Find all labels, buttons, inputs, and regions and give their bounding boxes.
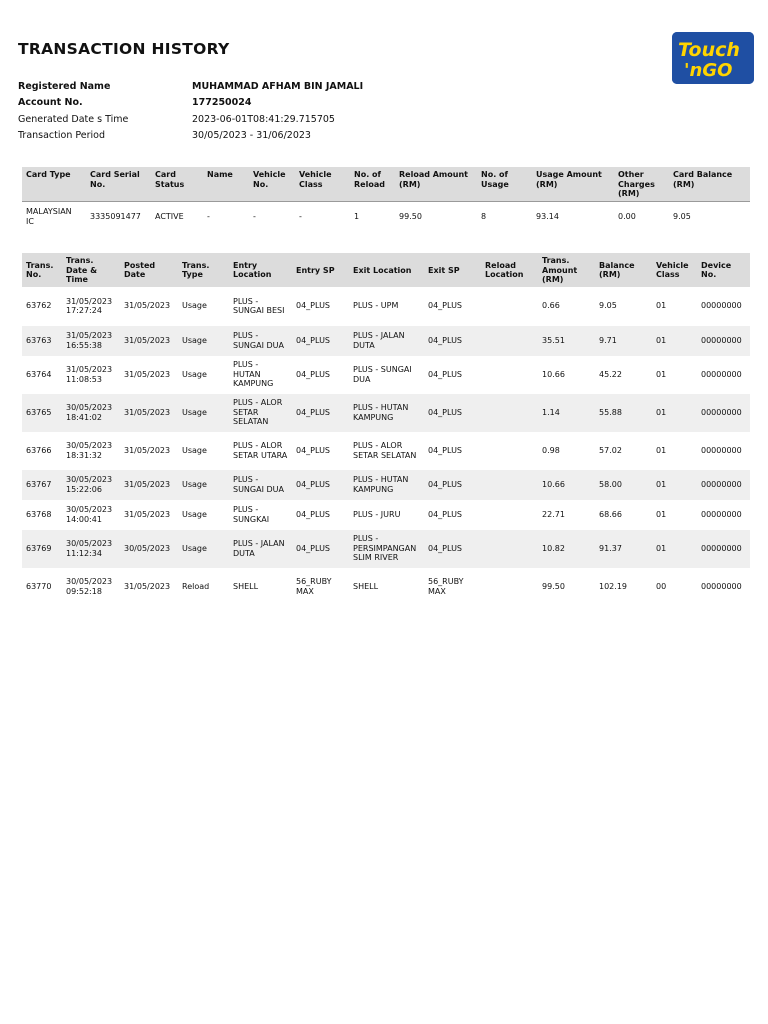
table-cell: 01 [652, 287, 697, 326]
table-cell: 00000000 [697, 356, 750, 394]
table-cell: 01 [652, 394, 697, 432]
table-cell: Usage [178, 530, 229, 568]
table-cell: 63764 [22, 356, 62, 394]
table-cell: 01 [652, 326, 697, 356]
table-cell: 63765 [22, 394, 62, 432]
table-cell: 63767 [22, 470, 62, 500]
info-label: Generated Date s Time [18, 113, 129, 125]
info-label: Registered Name [18, 80, 111, 92]
table-cell: PLUS - ALOR SETAR SELATAN [229, 394, 292, 432]
column-header: Vehicle Class [652, 253, 697, 287]
table-cell: PLUS - JURU [349, 500, 424, 530]
table-cell: 56_RUBY MAX [424, 568, 481, 606]
column-header: Trans. Date & Time [62, 253, 120, 287]
table-cell: 00000000 [697, 500, 750, 530]
column-header: Reload Location [481, 253, 538, 287]
column-header: Posted Date [120, 253, 178, 287]
table-cell: Usage [178, 326, 229, 356]
table-cell: 00 [652, 568, 697, 606]
table-cell: 0.00 [618, 211, 636, 221]
column-header: Reload Amount (RM) [395, 167, 477, 201]
table-row [22, 500, 750, 530]
table-cell: 8 [481, 211, 487, 221]
table-cell: - [207, 211, 210, 221]
column-header: Other Charges (RM) [614, 167, 669, 201]
table-cell: MALAYSIAN IC [26, 207, 72, 226]
transaction-rows [22, 287, 750, 606]
table-cell: 31/05/2023 [120, 432, 178, 470]
table-cell: 04_PLUS [292, 470, 349, 500]
logo-text-bottom: 'nGO [684, 60, 733, 81]
info-value: 2023-06-01T08:41:29.715705 [192, 113, 335, 125]
table-row [22, 394, 750, 432]
table-cell: 91.37 [595, 530, 652, 568]
touch-n-go-logo-icon [672, 32, 754, 84]
column-header: Card Balance (RM) [669, 167, 750, 201]
table-cell: 04_PLUS [424, 432, 481, 470]
table-cell: 04_PLUS [292, 530, 349, 568]
column-header: Trans. Amount (RM) [538, 253, 595, 287]
table-cell: PLUS - SUNGAI BESI [229, 287, 292, 326]
table-cell: - [253, 211, 256, 221]
table-cell [481, 530, 538, 568]
info-row-account-no [18, 95, 518, 112]
column-header: Entry Location [229, 253, 292, 287]
table-cell: PLUS - SUNGAI DUA [229, 470, 292, 500]
table-cell: PLUS - PERSIMPANGAN SLIM RIVER [349, 530, 424, 568]
table-cell: 9.05 [673, 211, 691, 221]
column-header: Vehicle Class [295, 167, 350, 201]
table-cell: 93.14 [536, 211, 559, 221]
table-cell: 30/05/2023 18:31:32 [62, 432, 120, 470]
table-cell: Usage [178, 287, 229, 326]
column-header: Card Status [151, 167, 203, 201]
column-header: No. of Usage [477, 167, 532, 201]
table-cell: PLUS - ALOR SETAR SELATAN [349, 432, 424, 470]
table-cell: 63762 [22, 287, 62, 326]
table-cell: 04_PLUS [424, 356, 481, 394]
table-cell: 00000000 [697, 530, 750, 568]
table-cell: SHELL [229, 568, 292, 606]
info-row-transaction-period [18, 128, 518, 145]
table-cell: 00000000 [697, 326, 750, 356]
column-header: Name [203, 167, 249, 201]
table-row [22, 432, 750, 470]
table-cell: 0.98 [538, 432, 595, 470]
table-row [22, 326, 750, 356]
table-cell: 31/05/2023 [120, 326, 178, 356]
table-cell: 04_PLUS [292, 432, 349, 470]
table-cell: 30/05/2023 18:41:02 [62, 394, 120, 432]
info-row-generated-time [18, 111, 518, 128]
column-header: Trans. No. [22, 253, 62, 287]
table-cell: 01 [652, 500, 697, 530]
transaction-history-table [22, 253, 750, 606]
table-cell: 10.66 [538, 470, 595, 500]
table-cell: PLUS - JALAN DUTA [349, 326, 424, 356]
table-cell: 04_PLUS [292, 287, 349, 326]
table-cell: 99.50 [399, 211, 422, 221]
table-cell: 57.02 [595, 432, 652, 470]
table-row [22, 530, 750, 568]
table-cell: PLUS - JALAN DUTA [229, 530, 292, 568]
column-header: Vehicle No. [249, 167, 295, 201]
table-cell: PLUS - SUNGAI DUA [349, 356, 424, 394]
table-cell [481, 356, 538, 394]
card-summary-table [22, 167, 750, 232]
table-cell [481, 326, 538, 356]
info-label: Transaction Period [18, 130, 105, 142]
table-cell: 00000000 [697, 432, 750, 470]
table-cell: 63763 [22, 326, 62, 356]
table-cell: 04_PLUS [424, 287, 481, 326]
table-cell: 31/05/2023 11:08:53 [62, 356, 120, 394]
table-cell: 22.71 [538, 500, 595, 530]
table-cell: SHELL [349, 568, 424, 606]
table-cell: PLUS - HUTAN KAMPUNG [349, 470, 424, 500]
table-cell [481, 432, 538, 470]
table-cell: 55.88 [595, 394, 652, 432]
table-cell: 30/05/2023 14:00:41 [62, 500, 120, 530]
table-cell: PLUS - HUTAN KAMPUNG [229, 356, 292, 394]
table-cell: 04_PLUS [292, 326, 349, 356]
table-cell [481, 394, 538, 432]
table-cell: 31/05/2023 [120, 500, 178, 530]
column-header: Exit Location [349, 253, 424, 287]
table-cell: PLUS - UPM [349, 287, 424, 326]
table-row [22, 356, 750, 394]
table-row [22, 201, 750, 232]
column-header: Balance (RM) [595, 253, 652, 287]
column-header: Card Serial No. [86, 167, 151, 201]
table-cell: 04_PLUS [424, 530, 481, 568]
table-cell: 31/05/2023 [120, 356, 178, 394]
card-table-header-row [22, 167, 750, 201]
info-value: MUHAMMAD AFHAM BIN JAMALI [192, 80, 364, 92]
table-cell: 00000000 [697, 568, 750, 606]
table-cell: - [299, 211, 302, 221]
table-cell: 9.05 [595, 287, 652, 326]
table-cell: 04_PLUS [292, 356, 349, 394]
table-row [22, 470, 750, 500]
table-cell: Usage [178, 432, 229, 470]
table-cell: 63769 [22, 530, 62, 568]
table-cell: 00000000 [697, 470, 750, 500]
table-row [22, 287, 750, 326]
table-cell: 0.66 [538, 287, 595, 326]
table-cell: 04_PLUS [424, 326, 481, 356]
table-cell: Usage [178, 394, 229, 432]
table-cell [481, 470, 538, 500]
touch-n-go-logo [672, 32, 754, 84]
column-header: Entry SP [292, 253, 349, 287]
table-cell: 01 [652, 432, 697, 470]
page-title: TRANSACTION HISTORY [18, 40, 230, 58]
table-cell: 10.66 [538, 356, 595, 394]
table-cell: 00000000 [697, 287, 750, 326]
column-header: Trans. Type [178, 253, 229, 287]
table-cell: Usage [178, 500, 229, 530]
table-cell [481, 287, 538, 326]
table-cell: 00000000 [697, 394, 750, 432]
logo-text-top: Touch [678, 39, 740, 61]
table-cell: 1.14 [538, 394, 595, 432]
info-row-registered-name [18, 78, 518, 95]
table-cell [481, 568, 538, 606]
table-cell: 30/05/2023 15:22:06 [62, 470, 120, 500]
transaction-table-header-row [22, 253, 750, 287]
table-cell: 30/05/2023 09:52:18 [62, 568, 120, 606]
table-cell: 56_RUBY MAX [292, 568, 349, 606]
column-header: Usage Amount (RM) [532, 167, 614, 201]
table-row [22, 568, 750, 606]
table-cell: 04_PLUS [292, 394, 349, 432]
table-cell: Reload [178, 568, 229, 606]
table-cell: 04_PLUS [424, 500, 481, 530]
column-header: Card Type [22, 167, 86, 201]
table-cell: 30/05/2023 11:12:34 [62, 530, 120, 568]
table-cell: 01 [652, 356, 697, 394]
table-cell: 68.66 [595, 500, 652, 530]
column-header: Device No. [697, 253, 750, 287]
table-cell: 35.51 [538, 326, 595, 356]
table-cell: 30/05/2023 [120, 530, 178, 568]
table-cell: Usage [178, 470, 229, 500]
table-cell: 102.19 [595, 568, 652, 606]
table-cell: 63770 [22, 568, 62, 606]
table-cell: 1 [354, 211, 360, 221]
table-cell: PLUS - ALOR SETAR UTARA [229, 432, 292, 470]
info-label: Account No. [18, 97, 83, 109]
info-value: 30/05/2023 - 31/06/2023 [192, 130, 311, 142]
table-cell: 31/05/2023 17:27:24 [62, 287, 120, 326]
account-info [18, 78, 518, 144]
table-cell: 99.50 [538, 568, 595, 606]
table-cell: 04_PLUS [292, 500, 349, 530]
table-cell: 58.00 [595, 470, 652, 500]
table-cell: 9.71 [595, 326, 652, 356]
table-cell: ACTIVE [155, 211, 184, 221]
table-cell: 63766 [22, 432, 62, 470]
table-cell: 04_PLUS [424, 470, 481, 500]
table-cell: 45.22 [595, 356, 652, 394]
table-cell: 3335091477 [90, 211, 141, 221]
table-cell: 31/05/2023 [120, 287, 178, 326]
info-value: 177250024 [192, 97, 252, 109]
table-cell: PLUS - HUTAN KAMPUNG [349, 394, 424, 432]
table-cell: 04_PLUS [424, 394, 481, 432]
table-cell: 31/05/2023 [120, 470, 178, 500]
table-cell: PLUS - SUNGAI DUA [229, 326, 292, 356]
table-cell: 01 [652, 470, 697, 500]
table-cell: 01 [652, 530, 697, 568]
column-header: Exit SP [424, 253, 481, 287]
table-cell: 10.82 [538, 530, 595, 568]
column-header: No. of Reload [350, 167, 395, 201]
table-cell: Usage [178, 356, 229, 394]
table-cell: 31/05/2023 16:55:38 [62, 326, 120, 356]
table-cell: 63768 [22, 500, 62, 530]
table-cell: 31/05/2023 [120, 568, 178, 606]
table-cell: PLUS - SUNGKAI [229, 500, 292, 530]
table-cell: 31/05/2023 [120, 394, 178, 432]
table-cell [481, 500, 538, 530]
